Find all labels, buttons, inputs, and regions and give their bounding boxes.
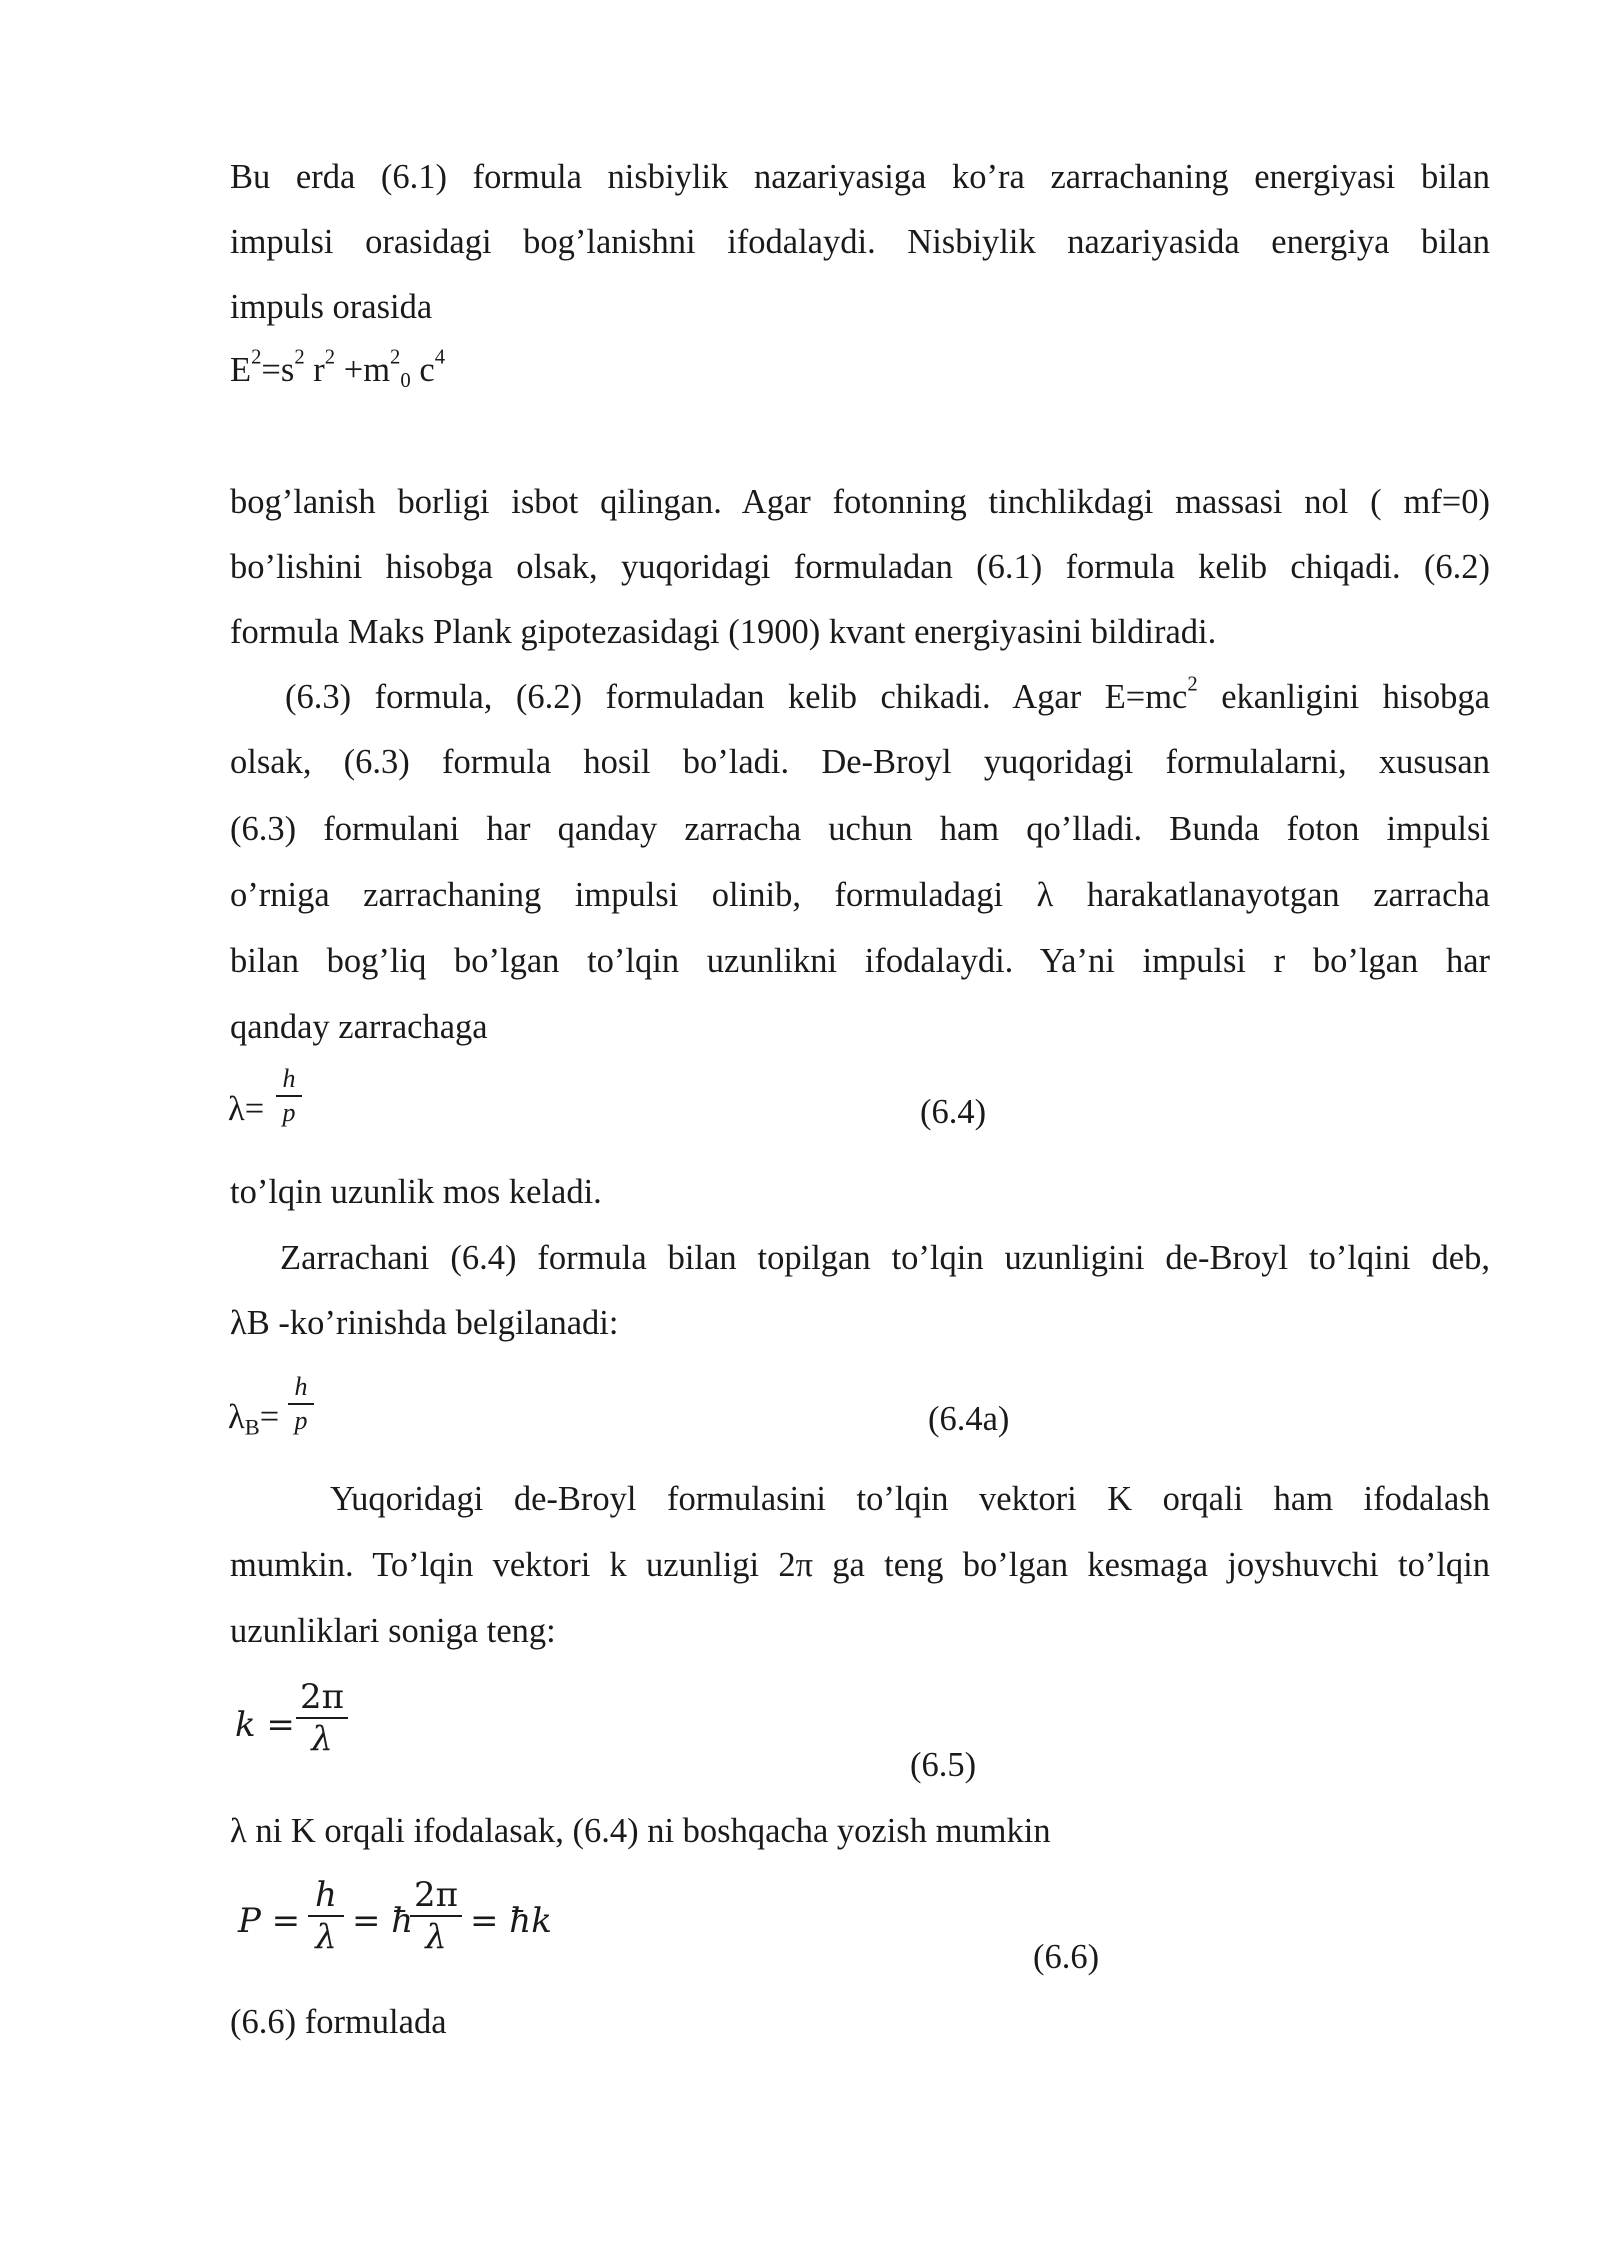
equation-fraction: h p	[276, 1066, 302, 1126]
text-line: impulsi orasidagi bog’lanishni ifodalaydi. Nisbiylik nazariyasida energiya bilan	[230, 223, 1490, 261]
text-line: qanday zarrachaga	[230, 1008, 488, 1046]
text-line: bo’lishini hisobga olsak, yuqoridagi formuladan (6.1) formula kelib chiqadi. (6.2)	[230, 548, 1490, 586]
text-line: λ ni K orqali ifodalasak, (6.4) ni boshqacha yozish mumkin	[230, 1812, 1051, 1850]
equation-number: (6.4)	[920, 1093, 987, 1131]
equation-number: (6.4a)	[928, 1400, 1010, 1438]
equation-fraction: 2π λ	[410, 1878, 462, 1954]
text-line: Bu erda (6.1) formula nisbiylik nazariyasiga ko’ra zarrachaning energiyasi bilan	[230, 158, 1490, 196]
text-line: Yuqoridagi de-Broyl formulasini to’lqin vektori K orqali ham ifodalash	[330, 1480, 1490, 1518]
energy-momentum-equation: $E^2=s^2$ $r^2 +m^2_0$ $c^4$	[230, 346, 446, 393]
text-line: (6.3) formulani har qanday zarracha uchun ham qo’lladi. Bunda foton impulsi	[230, 810, 1490, 848]
text-line: Zarrachani (6.4) formula bilan topilgan to’lqin uzunligini de-Broyl to’lqini deb,	[280, 1239, 1490, 1277]
equation-middle: = ħ	[352, 1901, 414, 1941]
equation-lhs: $\lambda_B=$	[228, 1398, 280, 1440]
text-line: (6.6) formulada	[230, 2003, 447, 2041]
text-line: uzunliklari soniga teng:	[230, 1612, 556, 1650]
text-line: o’rniga zarrachaning impulsi olinib, formuladagi λ harakatlanayotgan zarracha	[230, 876, 1490, 914]
text-line: mumkin. To’lqin vektori k uzunligi 2π ga teng bo’lgan kesmaga joyshuvchi to’lqin	[230, 1546, 1490, 1584]
text-line: bilan bog’liq bo’lgan to’lqin uzunlikni ifodalaydi. Ya’ni impulsi r bo’lgan har	[230, 942, 1490, 980]
equation-rhs: = ħk	[470, 1901, 552, 1941]
equation-lhs: P =	[238, 1901, 301, 1941]
equation-fraction: 2π λ	[296, 1680, 348, 1756]
equation-number: (6.6)	[1033, 1938, 1100, 1976]
equation-lhs: λ=	[228, 1090, 265, 1128]
text-line: to’lqin uzunlik mos keladi.	[230, 1173, 602, 1211]
text-line: λB -ko’rinishda belgilanadi:	[230, 1304, 619, 1342]
text-line: formula Maks Plank gipotezasidagi (1900) kvant energiyasini bildiradi.	[230, 613, 1217, 651]
text-line: (6.3) formula, (6.2) formuladan kelib chikadi. Agar $E=mc^2$ ekanligini hisobga	[285, 673, 1490, 716]
text-line: bog’lanish borligi isbot qilingan. Agar fotonning tinchlikdagi massasi nol ( mf=0)	[230, 483, 1490, 521]
text-line: impuls orasida	[230, 288, 433, 326]
equation-number: (6.5)	[910, 1746, 977, 1784]
equation-fraction: h λ	[308, 1878, 344, 1954]
text-line: olsak, (6.3) formula hosil bo’ladi. De-Broyl yuqoridagi formulalarni, xususan	[230, 743, 1490, 781]
equation-lhs: k =	[235, 1705, 295, 1745]
equation-fraction: h p	[288, 1374, 314, 1434]
